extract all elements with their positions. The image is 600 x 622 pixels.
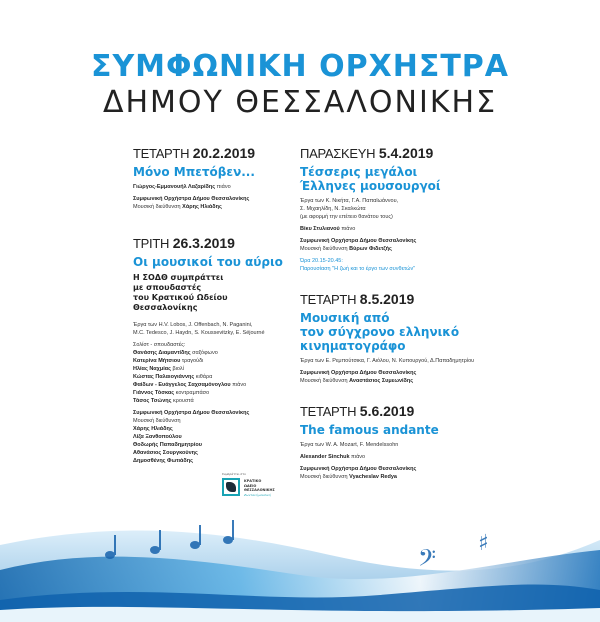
works-text: Έργα των Κ. Νικήτα, Γ.Α. Παπαϊωάννου, Σ. Μιχαηλίδη, Ν. Σκαλκώτα (με αφορμή την επέτειο θανάτου τους) (300, 198, 399, 220)
left-column (133, 145, 293, 477)
orchestra-line: Συμφωνική Ορχήστρα Δήμου Θεσσαλονίκης (300, 238, 417, 244)
soloist-line: Τάσος Τσώνης κρουστά (133, 398, 194, 404)
conductor-line: Μουσική διεύθυνση Αναστάσιος Συμεωνίδης (300, 378, 414, 384)
event-5-6-2019 (300, 403, 500, 481)
works-text: Έργα των W. A. Mozart, F. Mendelssohn (300, 442, 399, 448)
works-text: Έργα των Ε. Ρεμπούτσικα, Γ. Αιόλου, Ν. Κυπουργού, Δ.Παπαδημητρίου (300, 358, 475, 364)
conductor-line: Μουσική διεύθυνση Vyacheslav Redya (300, 474, 397, 480)
orchestra-line: Συμφωνική Ορχήστρα Δήμου Θεσσαλονίκης (133, 410, 250, 416)
orchestra-line: Συμφωνική Ορχήστρα Δήμου Θεσσαλονίκης (300, 370, 417, 376)
soloist-line: Γιώργος-Εμμανουήλ Λαζαρίδης πιάνο (133, 184, 231, 190)
event-day: ΠΑΡΑΣΚΕΥΗ (300, 146, 376, 161)
orchestra-line: Συμφωνική Ορχήστρα Δήμου Θεσσαλονίκης (300, 466, 417, 472)
conductor-line: Λίζα Ξανθοπούλου (133, 434, 182, 440)
conservatory-logo (222, 472, 302, 512)
soloist-line: Alexander Sinchuk πιάνο (300, 454, 366, 460)
soloist-line: Φαίδων - Ευάγγελος Σαχσαμόνογλου πιάνο (133, 382, 247, 388)
conservatory-logo-icon (222, 478, 240, 496)
event-26-3-2019 (133, 235, 293, 465)
event-day: ΤΕΤΑΡΤΗ (133, 146, 190, 161)
event-date-value: 20.2.2019 (192, 145, 256, 161)
right-column (300, 145, 500, 493)
works-text: Έργα των H.V. Lobos, J. Offenbach, N. Paganini, M.C. Tedesco, J. Haydn, S. Koussevitzky, E. Séjourné (133, 322, 265, 336)
event-date-value: 5.4.2019 (378, 145, 434, 161)
event-subtitle: Η ΣΟΔΘ συμπράττει με σπουδαστές του Κρατικού Ωδείου Θεσσαλονίκης (133, 273, 228, 312)
event-date-value: 8.5.2019 (359, 291, 415, 307)
event-title: Τέσσερις μεγάλοι Έλληνες μουσουργοί (300, 165, 441, 193)
soloist-line: Θανάσης Διαμαντίδης σαξόφωνο (133, 350, 218, 356)
soloist-line: Ηλίας Ναχμίας βιολί (133, 366, 184, 372)
event-title: Μουσική από τον σύγχρονο ελληνικό κινηματογράφο (300, 311, 460, 353)
event-day: ΤΡΙΤΗ (133, 236, 170, 251)
conductor-line: Μουσική διεύθυνση Βύρων Φιδετζής (300, 246, 392, 252)
event-5-4-2019 (300, 145, 500, 273)
conductor-line: Χάρης Ηλιάδης (133, 426, 173, 432)
orchestra-subtitle: ΔΗΜΟΥ ΘΕΣΣΑΛΟΝΙΚΗΣ (102, 85, 498, 120)
soloist-line: Βίκυ Στυλιανού πιάνο (300, 226, 356, 232)
logo-tagline: Ζωντανή μουσική (244, 493, 271, 497)
soloists-label: Σολίστ - σπουδαστές: (133, 342, 186, 348)
conductors-label: Μουσική διεύθυνση (133, 418, 181, 424)
presentation-note: Ώρα 20.15-20.45: Παρουσίαση "Η ζωή και το έργο των συνθετών" (300, 258, 416, 272)
conductor-line: Μουσική διεύθυνση Χάρης Ηλιάδης (133, 204, 222, 210)
event-date (300, 145, 500, 162)
orchestra-line: Συμφωνική Ορχήστρα Δήμου Θεσσαλονίκης (133, 196, 250, 202)
soloist-line: Γιάννος Τόσκας κοντραμπάσο (133, 390, 210, 396)
svg-text:𝄢: 𝄢 (418, 544, 437, 577)
event-date-value: 5.6.2019 (359, 403, 415, 419)
event-day: ΤΕΤΑΡΤΗ (300, 404, 357, 419)
sponsor-label: Συμπράττει στο (222, 472, 246, 476)
event-date (133, 145, 293, 162)
event-title: Μόνο Μπετόβεν... (133, 165, 255, 179)
orchestra-title: ΣΥΜΦΩΝΙΚΗ ΟΡΧΗΣΤΡΑ (90, 49, 510, 84)
conservatory-name: ΚΡΑΤΙΚΟ ΩΔΕΙΟ ΘΕΣΣΑΛΟΝΙΚΗΣ (244, 479, 275, 492)
conductor-line: Δημοσθένης Φωτιάδης (133, 458, 193, 464)
event-date (133, 235, 293, 252)
music-wave-decoration (0, 520, 600, 622)
event-8-5-2019 (300, 291, 500, 385)
event-date (300, 291, 500, 308)
conductor-line: Αθανάσιος Σουργκούνης (133, 450, 198, 456)
conductor-line: Θοδωρής Παπαδημητρίου (133, 442, 202, 448)
event-day: ΤΕΤΑΡΤΗ (300, 292, 357, 307)
soloist-line: Κατερίνα Μήτσιου τραγούδι (133, 358, 204, 364)
event-20-2-2019 (133, 145, 293, 211)
event-date-value: 26.3.2019 (172, 235, 235, 251)
event-title: The famous andante (300, 423, 439, 437)
soloist-line: Κώστας Παλαιογιάννης κιθάρα (133, 374, 213, 380)
event-title: Οι μουσικοί του αύριο (133, 255, 283, 269)
event-date (300, 403, 500, 420)
svg-text:♯: ♯ (478, 531, 489, 556)
